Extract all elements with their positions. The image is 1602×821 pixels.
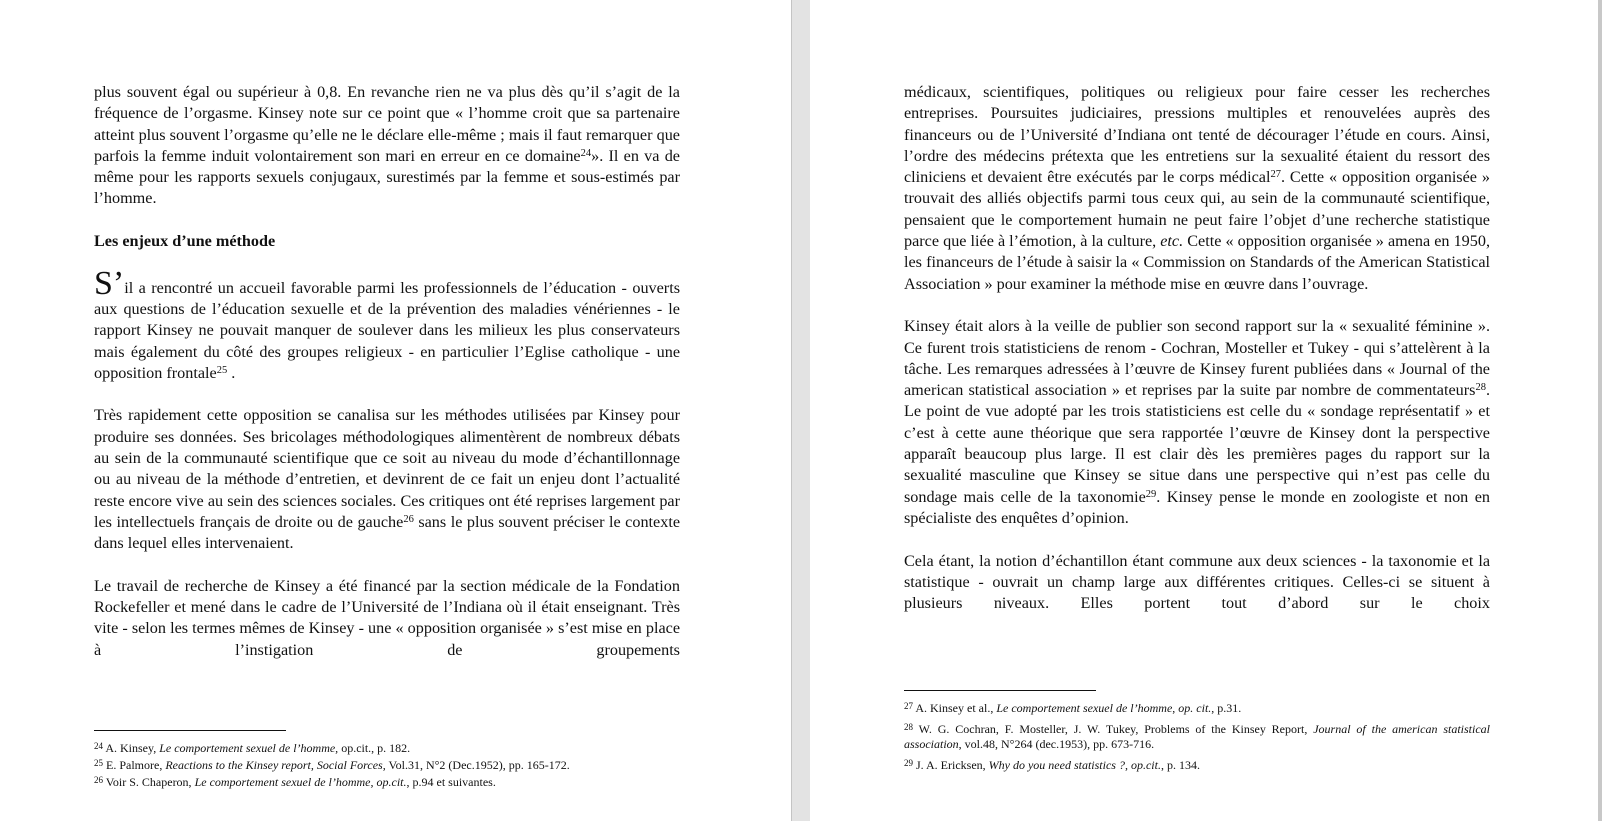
paragraph (94, 264, 680, 384)
footnote-ref[interactable]: 26 (403, 513, 414, 525)
text-run: plus souvent égal ou supérieur à 0,8. En revanche rien ne va plus dès qu’il s’agit de la fréquence de l’orgasme. Kinsey note sur ce point que « l’homme croit que sa partenaire atteint plus souvent l’orgasme qu’elle ne le déclare elle-même ; mais il faut remarquer que parfois la femme induit volontairement son mari en erreur en ce domaine (94, 83, 680, 165)
window-edge (1598, 0, 1602, 821)
paragraph: Cela étant, la notion d’échantillon étant commune aux deux sciences - la taxonomie et la statistique - ouvrait un champ large aux différentes critiques. Celles-ci se situent à plusieurs niveaux. Elles portent tout d’abord sur le choix (904, 551, 1490, 613)
footnote (904, 758, 1490, 773)
footnotes (94, 730, 680, 792)
footnote-ref[interactable]: 28 (1475, 382, 1486, 394)
footnote-ref[interactable]: 25 (216, 364, 228, 376)
text-run: , p.31. (1211, 701, 1242, 715)
text-run: médicaux, scientifiques, politiques ou religieux pour faire cesser les recherches entreprises. Poursuites judiciaires, pressions multiples et renouvelées auprès des financeurs ou de l’Université d’Indiana ont tenté de décourager l’étude en cours. Ainsi, l’ordre des médecins prétexta que les entretiens sur la sexualité étaient du ressort des cliniciens et devaient être exécutés par le corps médical (904, 83, 1490, 187)
body-text (94, 82, 680, 661)
text-run: . (227, 363, 236, 382)
footnote (904, 701, 1490, 716)
citation-title: Journal of the american statistical association (904, 722, 1490, 751)
text-run: , p.94 et suivantes. (406, 775, 496, 789)
text-run: J. A. Ericksen, (913, 758, 989, 772)
text-run: , vol.48, N°264 (dec.1953), pp. 673-716. (958, 737, 1155, 751)
document-page-left (0, 0, 791, 821)
text-run: . Cette « opposition organisée » trouvait des alliés objectifs parmi tous ceux qui, au sein de la communauté scientifique, pensaient que le comportement humain ne peut faire l’objet d’une recherche statistique parce que liée à l’émotion, à la culture, (904, 168, 1490, 251)
footnote-separator (94, 730, 286, 731)
citation-title: Why do you need statistics ?, op.cit. (988, 758, 1161, 772)
text-run: A. Kinsey et al., (913, 701, 997, 715)
footnote-number: 29 (904, 758, 913, 768)
text-run: sans le plus souvent préciser le contexte dans lequel elles intervenaient. (94, 512, 680, 553)
page-gutter (791, 0, 811, 821)
text-run: A. Kinsey, (103, 741, 160, 755)
footnote (94, 758, 680, 773)
section-heading: Les enjeux d’une méthode (94, 232, 276, 251)
citation-title: op. cit. (1178, 701, 1212, 715)
drop-cap: S’ (94, 264, 125, 302)
italic-text: etc. (1160, 232, 1184, 251)
footnote (94, 741, 680, 756)
footnote-number: 26 (94, 775, 103, 785)
text-run: Cette « opposition organisée » amena en 1950, les financeurs de l’étude à saisir la « Commission on Standards of the American Statistical Association » pour examiner la méthode mise en œuvre dans l’ouvrage. (904, 232, 1490, 293)
paragraph (94, 405, 680, 554)
text-run: ». Il en va de même pour les rapports sexuels conjugaux, surestimés par la femme et sous-estimés par l’homme. (94, 146, 680, 208)
citation-title: Le comportement sexuel de l’homme (996, 701, 1173, 715)
document-page-right (810, 0, 1598, 821)
footnote-separator (904, 690, 1096, 691)
footnote-ref[interactable]: 27 (1270, 169, 1281, 181)
text-run: E. Palmore, (103, 758, 166, 772)
footnotes (904, 690, 1490, 775)
footnote (904, 722, 1490, 752)
citation-title: Reactions to the Kinsey report, Social Forces, (165, 758, 386, 772)
text-run: Kinsey était alors à la veille de publier son second rapport sur la « sexualité féminine ». Ce furent trois statisticiens de renom - Cochran, Mosteller et Tukey - qui s’attelèrent à la tâche. Les remarques adressées à l’œuvre de Kinsey furent publiées dans « Journal of the american statistical association » et reprises par la suite par nombre de commentateurs (904, 317, 1490, 400)
text-run: Vol.31, N°2 (Dec.1952), pp. 165-172. (385, 758, 570, 772)
footnote (94, 775, 680, 790)
paragraph (904, 316, 1490, 529)
citation-title: Le comportement sexuel de l’homme, op.cit. (194, 775, 407, 789)
text-run: W. G. Cochran, F. Mosteller, J. W. Tukey, Problems of the Kinsey Report, (913, 722, 1314, 736)
paragraph (94, 82, 680, 210)
text-run: , (1172, 701, 1179, 715)
body-text (904, 82, 1490, 614)
text-run: Voir S. Chaperon, (103, 775, 195, 789)
paragraph (904, 82, 1490, 295)
text-run: il a rencontré un accueil favorable parmi les professionnels de l’éducation - ouverts aux questions de l’éducation sexuelle et de la prévention des maladies vénériennes - le rapport Kinsey ne pouvait manquer de soulever dans les milieux les plus conservateurs mais également du côté des groupes religieux - en particulier l’Eglise catholique - une opposition frontale (94, 278, 680, 382)
paragraph: Le travail de recherche de Kinsey a été financé par la section médicale de la Fondation Rockefeller et mené dans le cadre de l’Université de l’Indiana où il était enseignant. Très vite - selon les termes mêmes de Kinsey - une « opposition organisée » s’est mise en place à l’instigation de groupements (94, 576, 680, 659)
footnote-number: 28 (904, 722, 913, 732)
footnote-ref[interactable]: 24 (580, 147, 592, 159)
text-run: . Kinsey pense le monde en zoologiste et non en spécialiste des enquêtes d’opinion. (904, 487, 1490, 527)
footnote-number: 27 (904, 701, 913, 711)
footnote-number: 25 (94, 758, 103, 768)
text-run: op.cit., p. 182. (338, 741, 411, 755)
text-run: . Le point de vue adopté par les trois statisticiens est celle du « sondage représentatif » et c’est à cette aune théorique que sera rapportée l’œuvre de Kinsey dont la perspective apparaît beaucoup plus large. Il est clair dès les premières pages du rapport sur la sexualité masculine que Kinsey se situe dans une perspective qui n’est pas celle du sondage mais celle de la taxonomie (904, 381, 1490, 506)
citation-title: Le comportement sexuel de l’homme, (159, 741, 339, 755)
footnote-ref[interactable]: 29 (1145, 488, 1157, 500)
footnote-number: 24 (94, 741, 103, 751)
text-run: , p. 134. (1160, 758, 1200, 772)
text-run: Très rapidement cette opposition se canalisa sur les méthodes utilisées par Kinsey pour produire ses données. Ses bricolages méthodologiques alimentèrent de nombreux débats au sein de la communauté scientifique que ce soit au niveau du mode d’échantillonnage ou au niveau de la méthode d’entretien, et devinrent de ce fait un enjeu dont l’actualité reste encore vive au sein des sciences sociales. Ces critiques ont été reprises largement par les intellectuels français de droite ou de gauche (94, 406, 680, 531)
